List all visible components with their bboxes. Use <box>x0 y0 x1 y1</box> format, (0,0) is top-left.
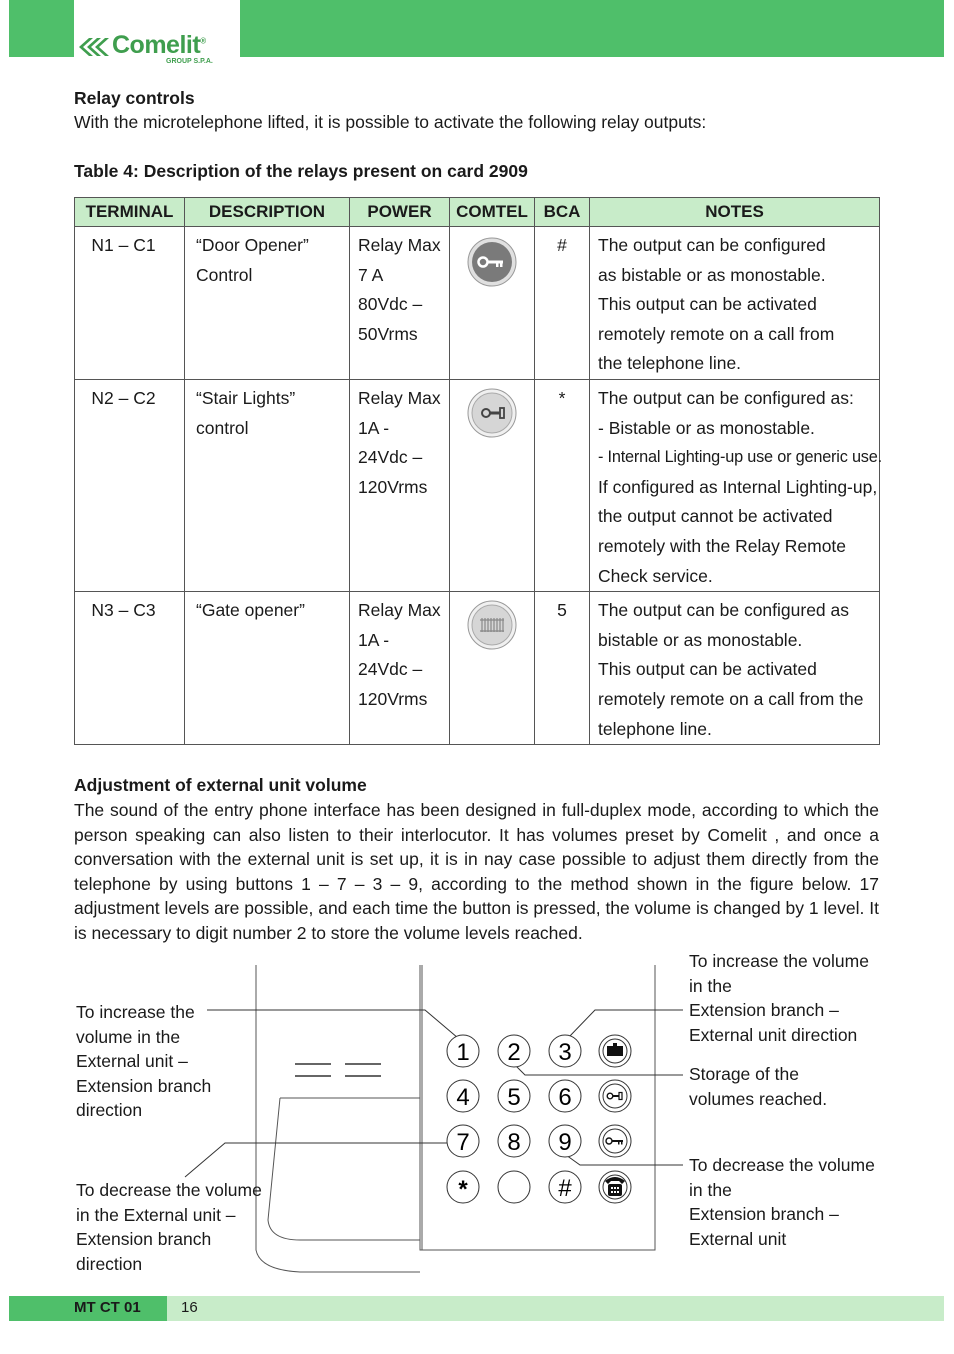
power-cell: Relay Max 7 A 80Vdc – 50Vrms <box>350 227 450 380</box>
table-header-row <box>75 198 880 227</box>
description-cell: “Stair Lights” control <box>185 379 350 591</box>
power-cell: Relay Max 1A - 24Vdc – 120Vrms <box>350 592 450 745</box>
description-cell: “Door Opener” Control <box>185 227 350 380</box>
volume-heading: Adjustment of external unit volume <box>74 775 367 795</box>
logo-text: Comelit® <box>112 31 206 59</box>
logo <box>74 0 240 66</box>
light-icon <box>467 388 517 438</box>
function-keys <box>599 1035 631 1203</box>
svg-text:4: 4 <box>456 1084 470 1111</box>
relay-controls-heading: Relay controls <box>74 88 195 108</box>
key-2[interactable] <box>498 1035 530 1067</box>
key-3[interactable] <box>549 1035 581 1067</box>
gate-icon <box>467 600 517 650</box>
col-comtel: COMTEL <box>450 198 535 227</box>
table-row <box>75 379 880 591</box>
door-panel-icon[interactable] <box>599 1035 631 1067</box>
label-storage: Storage of the volumes reached. <box>689 1064 828 1109</box>
svg-text:3: 3 <box>558 1039 572 1066</box>
svg-text:1: 1 <box>456 1039 470 1066</box>
notes-cell: The output can be configured as bistable or as monostable. This output can be activated remotely remote on a call from the telephone line. <box>590 227 880 380</box>
relays-table <box>74 197 880 745</box>
key-blank[interactable] <box>498 1171 530 1203</box>
notes-cell: The output can be configured as: - Bistable or as monostable. - Internal Lighting-up use or generic use. If configured as Internal Lighting-up, the output cannot be activated remotely with the Relay Remote Check service. <box>590 379 880 591</box>
key-icon <box>467 237 517 287</box>
label-increase-branch: To increase the volume in the Extension branch – External unit direction <box>689 951 869 1045</box>
key-9[interactable] <box>549 1125 581 1157</box>
table-row <box>75 592 880 745</box>
comtel-cell <box>450 227 535 380</box>
terminal-cell: N3 – C3 <box>75 592 185 745</box>
door-key-icon[interactable] <box>599 1125 631 1157</box>
comtel-cell <box>450 592 535 745</box>
svg-text:2: 2 <box>507 1039 521 1066</box>
col-bca: BCA <box>535 198 590 227</box>
svg-text:7: 7 <box>456 1129 470 1156</box>
footer-doc-code: MT CT 01 <box>74 1299 141 1316</box>
svg-text:9: 9 <box>558 1129 572 1156</box>
key-hash[interactable] <box>549 1171 581 1203</box>
volume-paragraph: The sound of the entry phone interface has been designed in full-duplex mode, according to which the person speaking can also listen to their interlocutor. It has volumes preset by Comelit , and once a conversation with the external unit is set up, it is in nay case possible to adjust them directly from the telephone by using buttons 1 – 7 – 3 – 9, according to the method shown in the figure below. 17 adjustment levels are possible, and each time the button is pressed, the volume is changed by 1 level. It is necessary to digit number 2 to store the volume levels reached. <box>74 800 879 943</box>
handset-icon[interactable] <box>599 1171 631 1203</box>
power-cell: Relay Max 1A - 24Vdc – 120Vrms <box>350 379 450 591</box>
key-1[interactable] <box>447 1035 479 1067</box>
label-decrease-branch: To decrease the volume in the Extension branch – External unit <box>689 1155 875 1249</box>
table-row <box>75 227 880 380</box>
svg-text:5: 5 <box>507 1084 521 1111</box>
bca-cell: # <box>535 227 590 380</box>
key-star[interactable] <box>447 1171 479 1203</box>
col-notes: NOTES <box>590 198 880 227</box>
comelit-logo-mark-icon <box>79 36 109 58</box>
col-description: DESCRIPTION <box>185 198 350 227</box>
bca-cell: 5 <box>535 592 590 745</box>
label-increase-external: To increase the volume in the External unit – Extension branch direction <box>76 1002 212 1120</box>
relay-controls-intro: With the microtelephone lifted, it is possible to activate the following relay outputs: <box>74 112 707 132</box>
key-7[interactable] <box>447 1125 479 1157</box>
svg-text:8: 8 <box>507 1129 521 1156</box>
terminal-cell: N2 – C2 <box>75 379 185 591</box>
page-number: 16 <box>181 1299 198 1316</box>
bca-cell: * <box>535 379 590 591</box>
col-power: POWER <box>350 198 450 227</box>
comtel-cell <box>450 379 535 591</box>
col-terminal: TERMINAL <box>75 198 185 227</box>
svg-text:#: # <box>558 1175 572 1202</box>
svg-text:6: 6 <box>558 1084 572 1111</box>
key-5[interactable] <box>498 1080 530 1112</box>
key-8[interactable] <box>498 1125 530 1157</box>
keypad-keys <box>447 1035 581 1203</box>
key-4[interactable] <box>447 1080 479 1112</box>
description-cell: “Gate opener” <box>185 592 350 745</box>
svg-text:*: * <box>458 1176 468 1203</box>
key-6[interactable] <box>549 1080 581 1112</box>
notes-cell: The output can be configured as bistable or as monostable. This output can be activated remotely remote on a call from the telephone line. <box>590 592 880 745</box>
logo-subtitle: GROUP S.P.A. <box>166 58 213 65</box>
label-decrease-external: To decrease the volume in the External unit – Extension branch direction <box>76 1180 262 1274</box>
terminal-cell: N1 – C1 <box>75 227 185 380</box>
table-caption: Table 4: Description of the relays present on card 2909 <box>74 161 528 181</box>
light-key-icon[interactable] <box>599 1080 631 1112</box>
